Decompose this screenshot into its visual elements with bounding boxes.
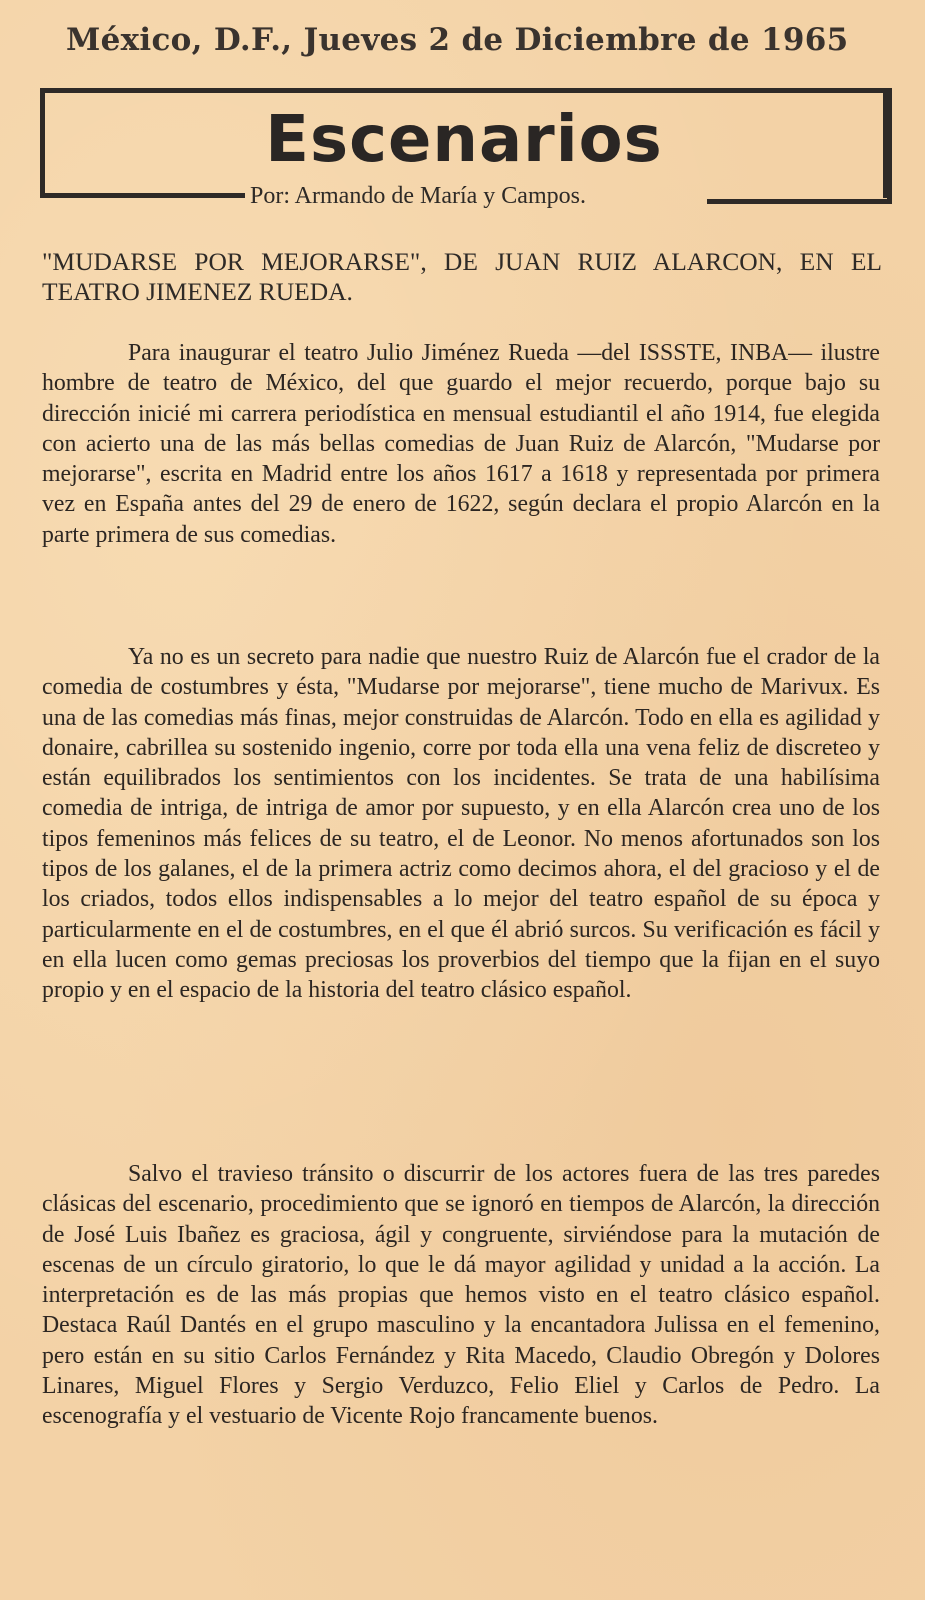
byline-rule-left [40,193,245,198]
dateline: México, D.F., Jueves 2 de Diciembre de 1965 [66,22,849,58]
frame-rule-right [887,88,892,204]
article-paragraph-1: Para inaugurar el teatro Julio Jiménez Rueda —del ISSSTE, INBA— ilustre hombre de teatro de México, del que guardo el mejor recuerdo, porque bajo su dirección inicié mi carrera periodística en mensual estudiantil el año 1914, fue elegida con acierto una de las más bellas comedias de Juan Ruiz de Alarcón, "Mudarse por mejorarse", escrita en Madrid entre los años 1617 a 1618 y representada por primera vez en España antes del 29 de enero de 1622, según declara el propio Alarcón en la parte primera de sus comedias. [42,340,880,548]
byline-row [40,183,892,217]
article-paragraph-2: Ya no es un secreto para nadie que nuestro Ruiz de Alarcón fue el crador de la comedia de costumbres y ésta, "Mudarse por mejorarse", tiene mucho de Marivux. Es una de las comedias más finas, mejor construidas de Alarcón. Todo en ella es agilidad y donaire, cabrillea su sostenido ingenio, corre por toda ella una vena feliz de discreteo y están equilibrados los sentimientos con los incidentes. Se trata de una habilísima comedia de intriga, de intriga de amor por supuesto, y en ella Alarcón crea uno de los tipos femeninos más felices de su teatro, el de Leonor. No menos afortunados son los tipos de los galanes, el de la primera actriz como decimos ahora, el del gracioso y el de los criados, todos ellos indispensables a lo mejor del teatro español de su época y particularmente en el de costumbres, en el que él abrió surcos. Su verificación es fácil y en ella lucen como gemas preciosas los proverbios del tiempo que la fijan en el suyo propio y en el espacio de la historia del teatro clásico español. [42,644,880,1004]
section-title: Escenarios [265,103,663,177]
article-headline: "MUDARSE POR MEJORARSE", DE JUAN RUIZ ALARCON, EN EL TEATRO JIMENEZ RUEDA. [42,247,882,306]
section-masthead-frame [40,88,888,198]
byline: Por: Armando de María y Campos. [250,183,586,209]
byline-rule-right [707,199,892,204]
article-paragraph-3: Salvo el travieso tránsito o discurrir de los actores fuera de las tres paredes clásicas del escenario, procedimiento que se ignoró en tiempos de Alarcón, la dirección de José Luis Ibañez es graciosa, ágil y congruente, sirviéndose para la mutación de escenas de un círculo giratorio, lo que le dá mayor agilidad y unidad a la acción. La interpretación es de las más propias que hemos visto en el teatro clásico español. Destaca Raúl Dantés en el grupo masculino y la encantadora Julissa en el femenino, pero están en su sitio Carlos Fernández y Rita Macedo, Claudio Obregón y Dolores Linares, Miguel Flores y Sergio Verduzco, Felio Eliel y Carlos de Pedro. La escenografía y el vestuario de Vicente Rojo francamente buenos. [42,1161,880,1430]
